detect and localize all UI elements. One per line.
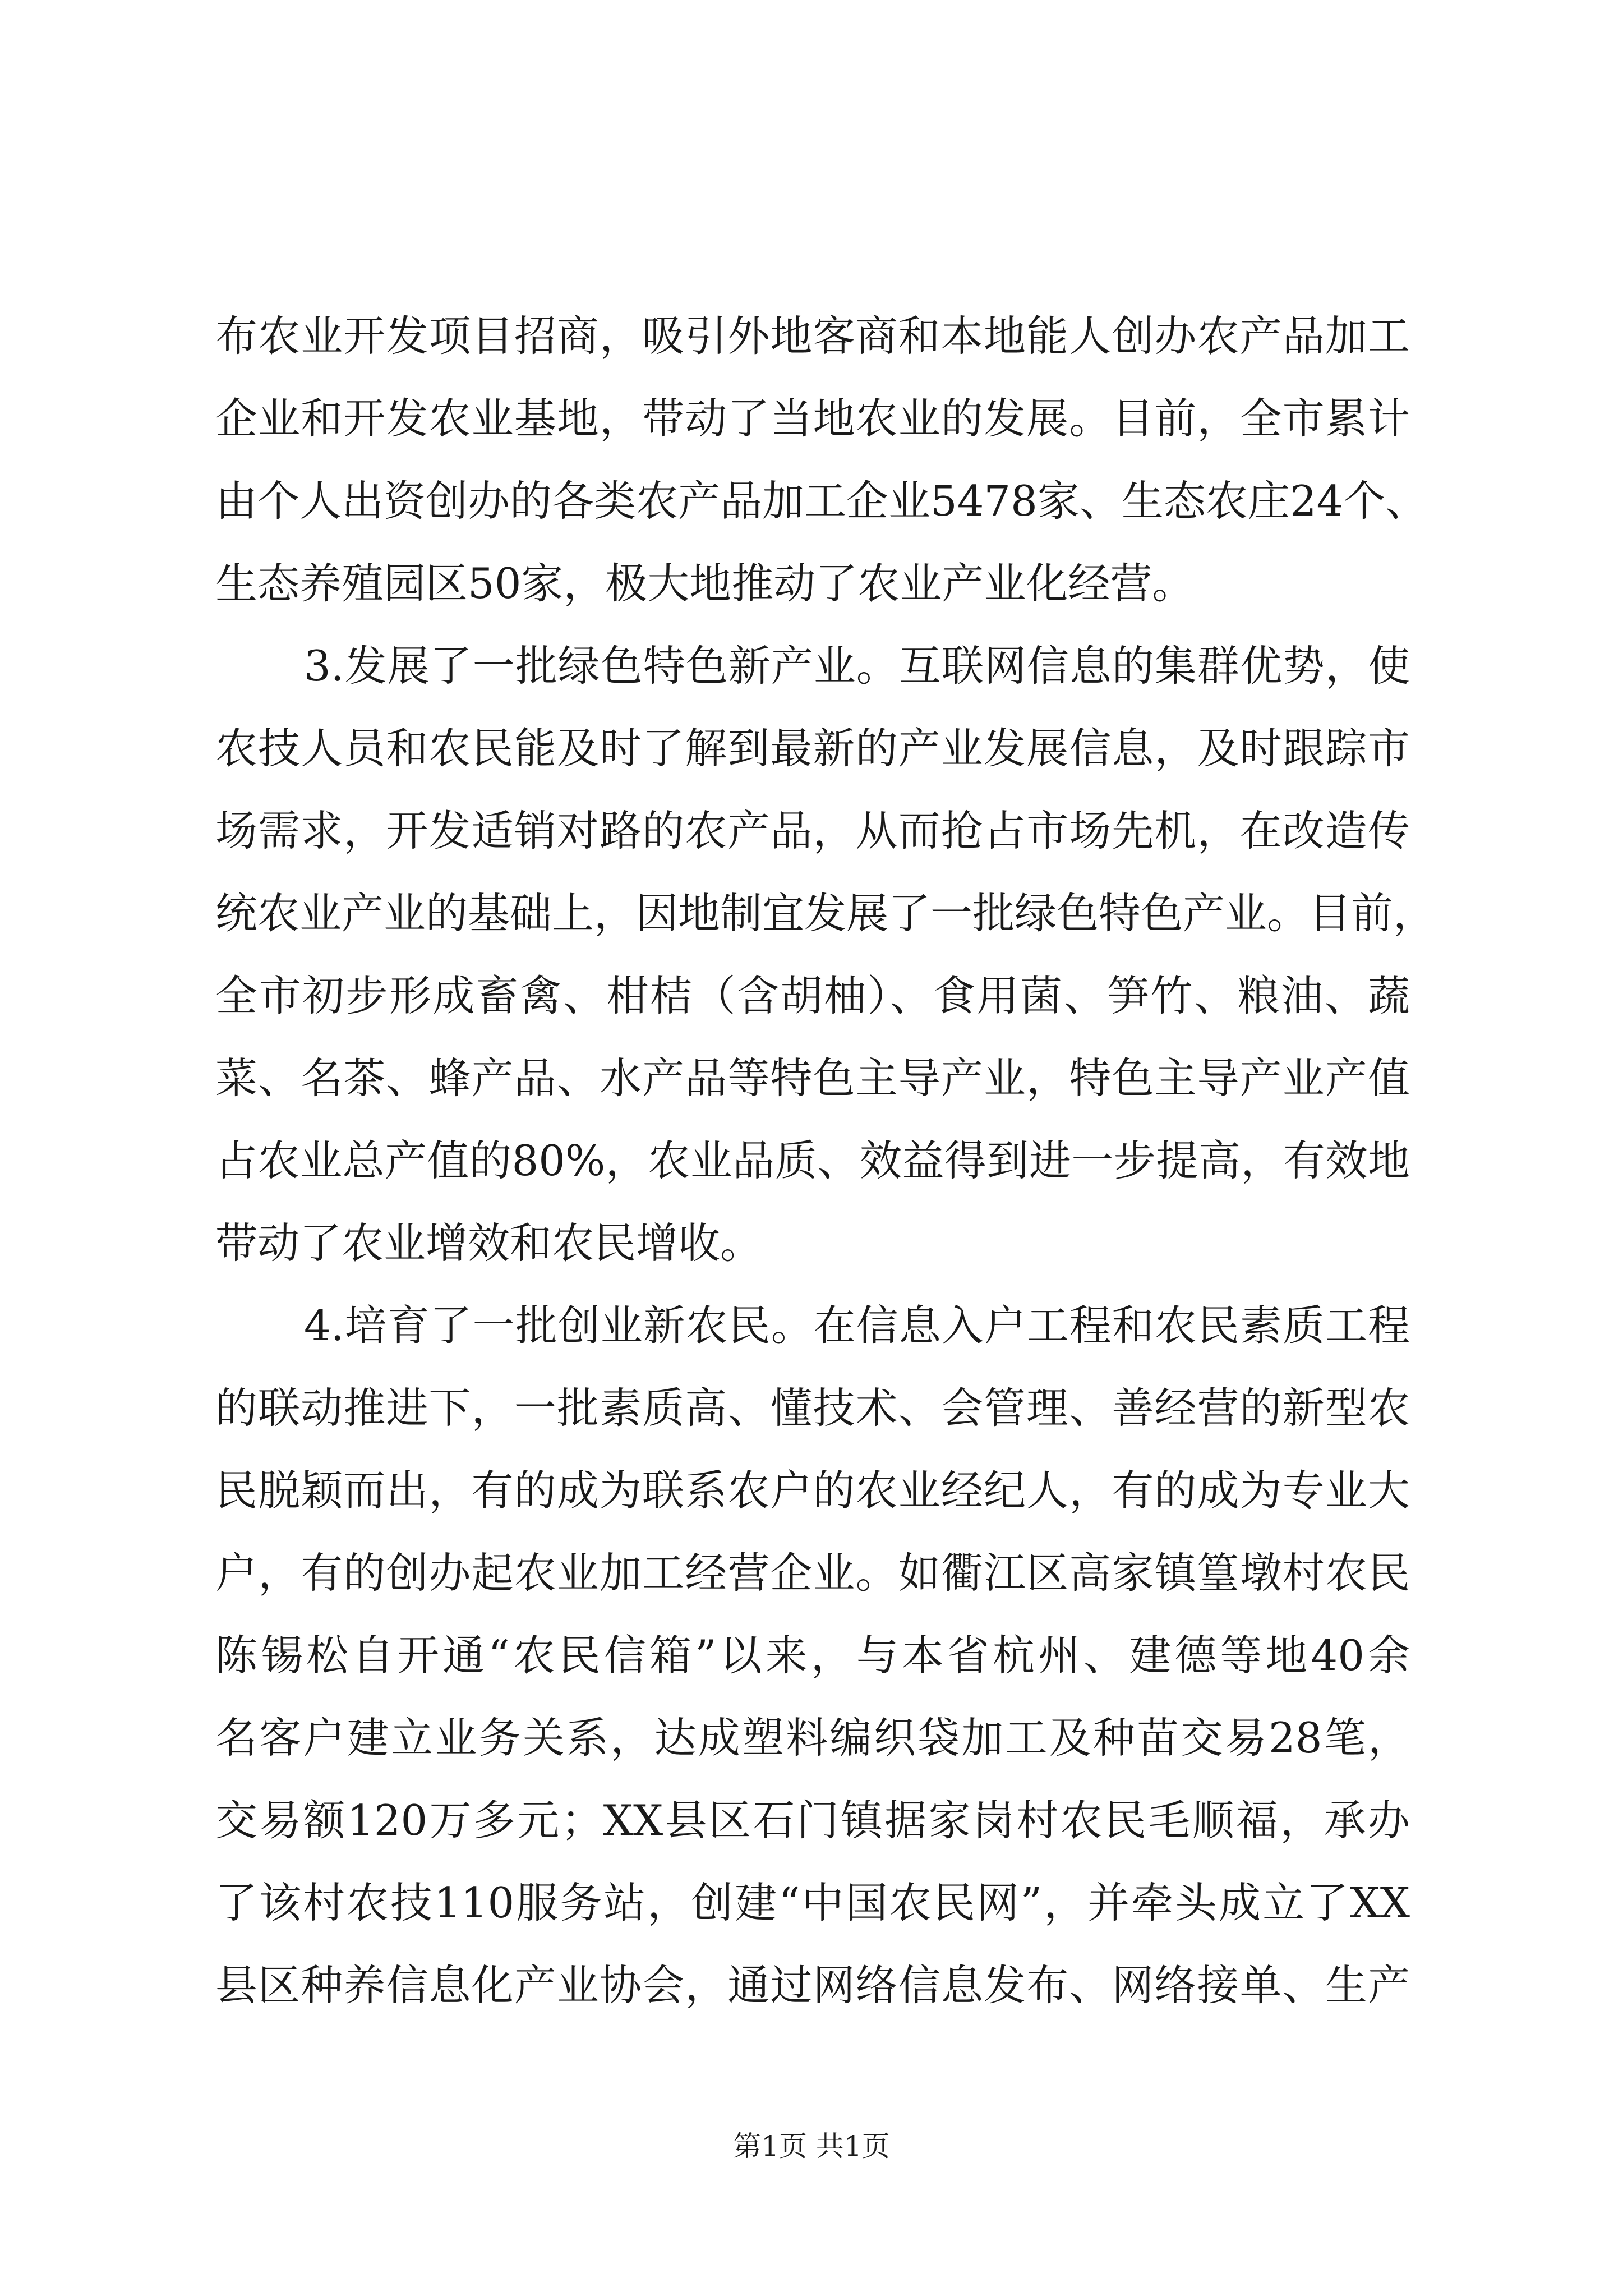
page-number-label: 第1页 共1页	[733, 2130, 890, 2162]
text-line: 了该村农技110服务站，创建“中国农民网”，并牵头成立了XX	[215, 1878, 1410, 1927]
text-line: 布农业开发项目招商，吸引外地客商和本地能人创办农产品加工	[215, 311, 1410, 361]
text-line: 场需求，开发适销对路的农产品，从而抢占市场先机，在改造传	[215, 806, 1410, 855]
text-line: 带动了农业增效和农民增收。	[215, 1218, 763, 1268]
text-line: 名客户建立业务关系，达成塑料编织袋加工及种苗交易28笔，	[215, 1713, 1410, 1763]
text-line: 占农业总产值的80%，农业品质、效益得到进一步提高，有效地	[215, 1136, 1410, 1185]
text-line: 企业和开发农业基地，带动了当地农业的发展。目前，全市累计	[215, 394, 1410, 443]
text-line: 统农业产业的基础上，因地制宜发展了一批绿色特色产业。目前，	[215, 889, 1436, 938]
text-line: 户，有的创办起农业加工经营企业。如衢江区高家镇篁墩村农民	[215, 1548, 1410, 1598]
text-line: 县区种养信息化产业协会，通过网络信息发布、网络接单、生产	[215, 1961, 1410, 2010]
text-line: 的联动推进下，一批素质高、懂技术、会管理、善经营的新型农	[215, 1383, 1410, 1433]
text-line: 全市初步形成畜禽、柑桔（含胡柚）、食用菌、笋竹、粮油、蔬	[215, 971, 1410, 1020]
text-line: 由个人出资创办的各类农产品加工企业5478家、生态农庄24个、	[215, 476, 1428, 526]
text-line: 民脱颖而出，有的成为联系农户的农业经纪人，有的成为专业大	[215, 1466, 1410, 1515]
text-line: 生态养殖园区50家，极大地推动了农业产业化经营。	[215, 559, 1195, 608]
text-line: 农技人员和农民能及时了解到最新的产业发展信息，及时跟踪市	[215, 724, 1410, 773]
document-body	[215, 295, 1436, 2027]
text-line: 陈锡松自开通“农民信箱”以来，与本省杭州、建德等地40余	[215, 1631, 1410, 1680]
page-footer	[0, 2129, 1623, 2163]
text-line: 菜、名茶、蜂产品、水产品等特色主导产业，特色主导产业产值	[215, 1053, 1410, 1103]
text-line: 交易额120万多元；XX县区石门镇据家岗村农民毛顺福，承办	[215, 1796, 1410, 1845]
paragraph-3-first-line: 3.发展了一批绿色特色新产业。互联网信息的集群优势，使	[304, 641, 1410, 691]
paragraph-4-first-line: 4.培育了一批创业新农民。在信息入户工程和农民素质工程	[304, 1301, 1410, 1350]
